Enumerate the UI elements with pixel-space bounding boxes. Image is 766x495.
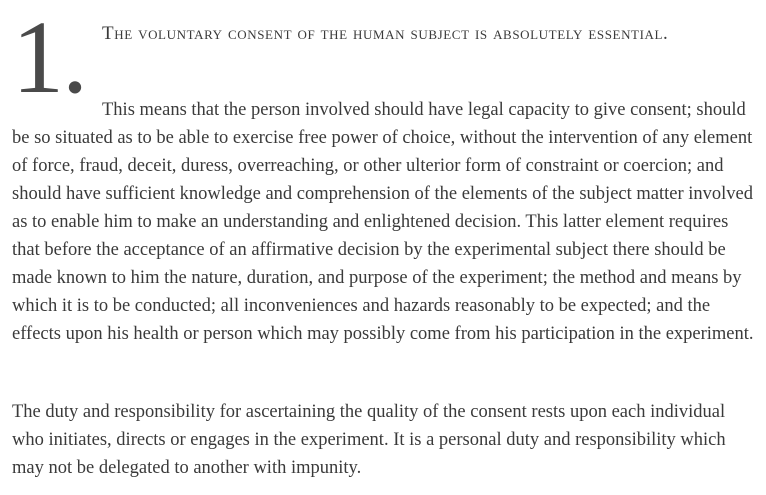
principle-heading: The voluntary consent of the human subject is absolutely essential. bbox=[102, 23, 669, 44]
principle-paragraph-1: This means that the person involved should have legal capacity to give consent; should be so situated as to be able to exercise free power of choice, without the intervention of any element of force, fraud, deceit, duress, overreaching, or other ulterior form of constraint or coercion; and should have sufficient knowledge and comprehension of the elements of the subject matter involved as to enable him to make an understanding and enlightened decision. This latter element requires that before the acceptance of an affirmative decision by the experimental subject there should be made known to him the nature, duration, and purpose of the experiment; the method and means by which it is to be conducted; all inconveniences and hazards reasonably to be expected; and the effects upon his health or person which may possibly come from his participation in the experiment. bbox=[12, 100, 754, 344]
principle-paragraph-2: The duty and responsibility for ascertaining the quality of the consent rests upon each individual who initiates, directs or engages in the experiment. It is a personal duty and responsibility which may not be delegated to another with impunity. bbox=[12, 402, 726, 478]
principle-number: 1. bbox=[12, 0, 86, 115]
